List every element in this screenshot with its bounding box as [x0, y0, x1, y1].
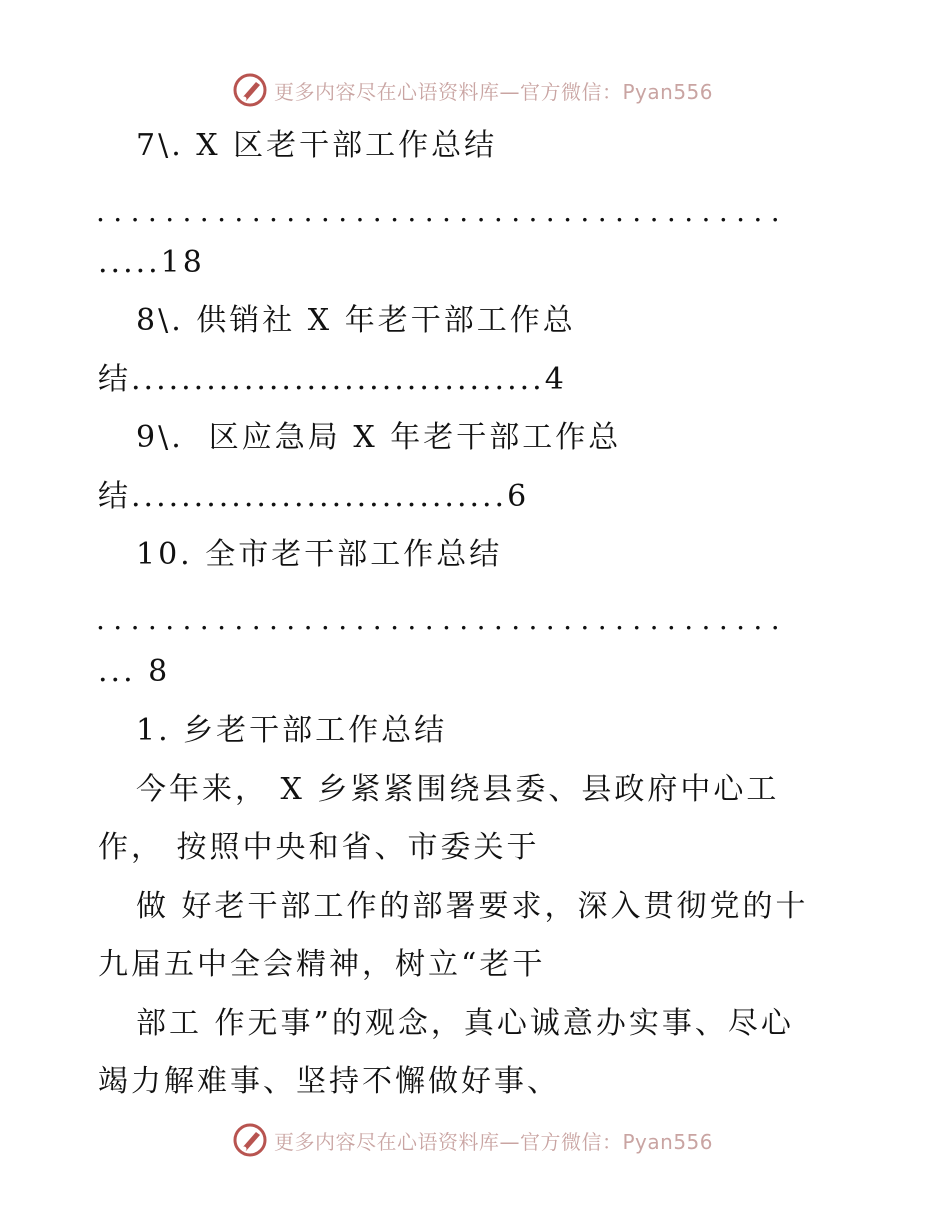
article-line: 作， 按照中央和省、市委关于: [98, 830, 540, 865]
article-line: 九届五中全会精神，树立“老干: [98, 947, 546, 982]
toc-entry-10-page: ... 8: [98, 654, 171, 689]
watermark-text: 更多内容尽在心语资料库—官方微信：Pyan556: [274, 79, 714, 104]
toc-entry-9-leader: 结..............................6: [98, 479, 530, 514]
toc-entry-8-title: 8\. 供销社 X 年老干部工作总: [136, 303, 576, 338]
pen-logo-icon: [232, 1122, 268, 1158]
toc-entry-7-title: 7\. X 区老干部工作总结: [136, 128, 498, 163]
toc-entry-7-leader: ........................................: [96, 195, 789, 228]
watermark-header: [232, 72, 712, 108]
pen-logo-icon: [232, 72, 268, 108]
toc-entry-10-title: 10. 全市老干部工作总结: [136, 537, 503, 572]
article-heading: 1. 乡老干部工作总结: [136, 713, 448, 748]
toc-entry-10-leader: ........................................: [96, 603, 789, 636]
article-line: 做 好老干部工作的部署要求，深入贯彻党的十: [136, 889, 809, 924]
toc-entry-7-page: .....18: [98, 245, 205, 280]
toc-entry-8-leader: 结.................................4: [98, 362, 567, 397]
article-line: 今年来， X 乡紧紧围绕县委、县政府中心工: [136, 772, 780, 807]
watermark-footer: [232, 1122, 712, 1158]
watermark-text: 更多内容尽在心语资料库—官方微信：Pyan556: [274, 1129, 714, 1154]
article-line: 竭力解难事、坚持不懈做好事、: [98, 1064, 560, 1099]
article-line: 部工 作无事”的观念，真心诚意办实事、尽心: [136, 1006, 794, 1041]
toc-entry-9-title: 9\. 区应急局 X 年老干部工作总: [136, 420, 622, 455]
